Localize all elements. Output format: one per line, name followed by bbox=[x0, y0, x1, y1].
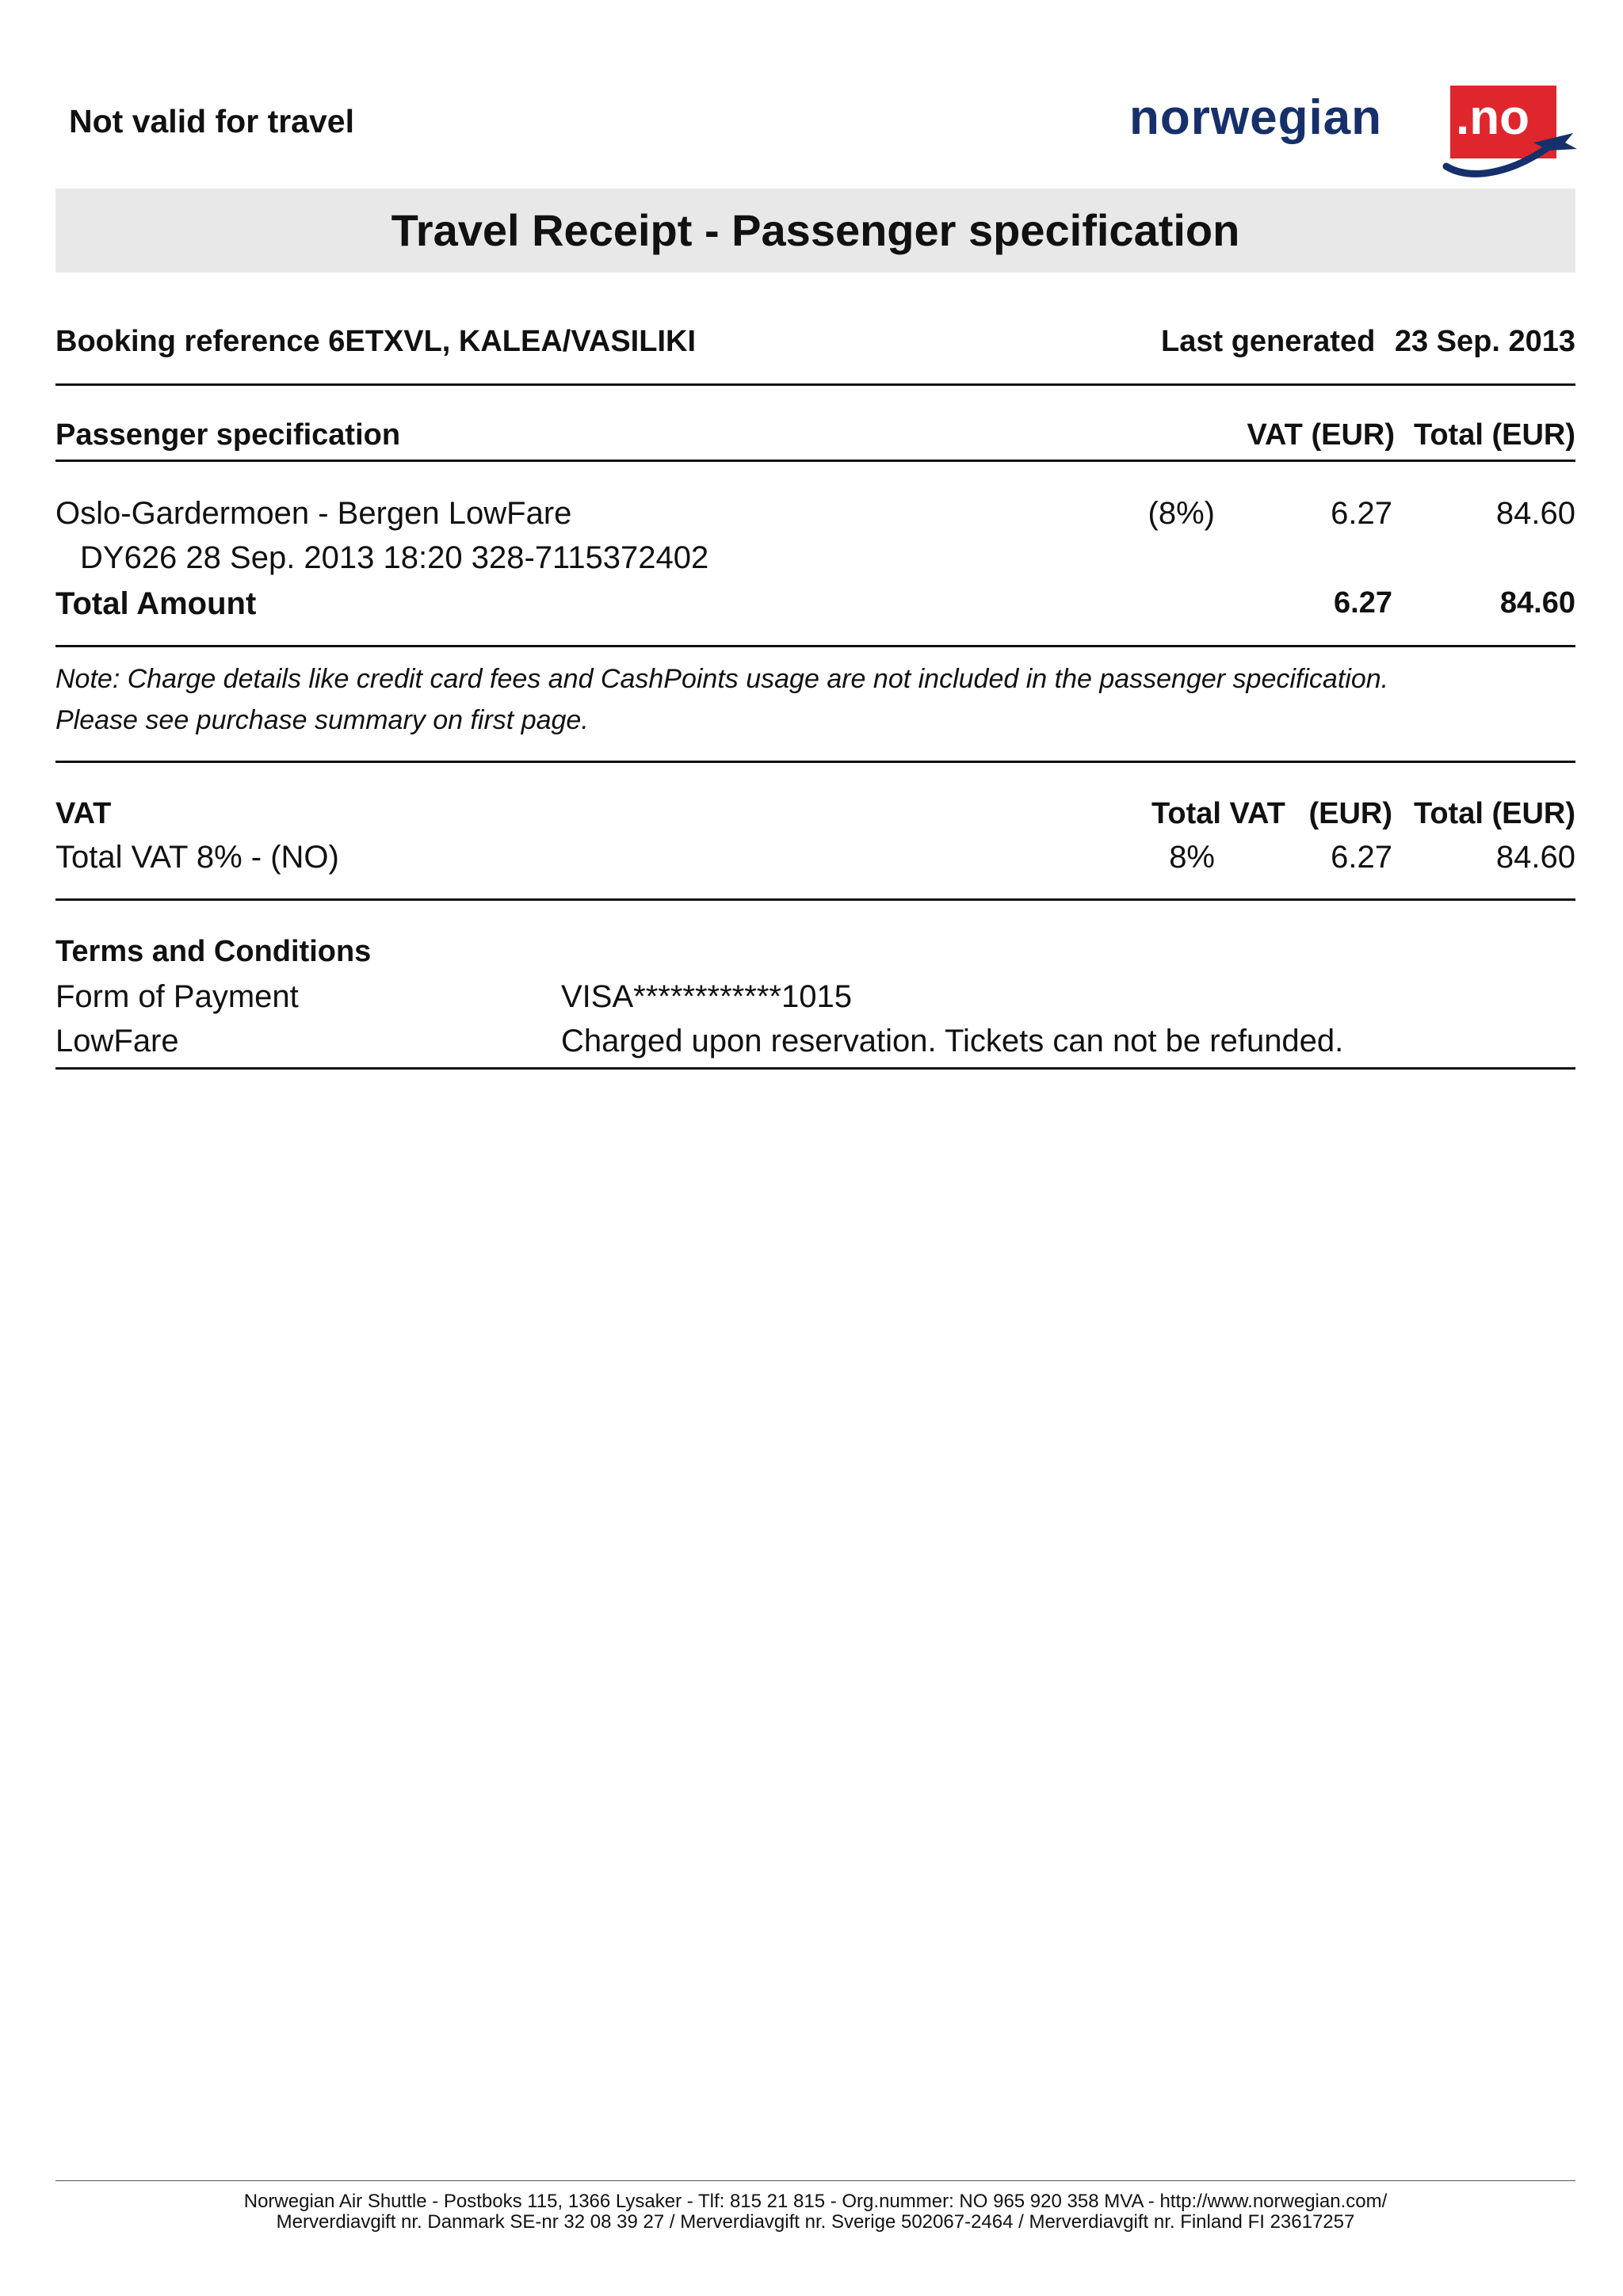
vat-row-label: Total VAT 8% - (NO) bbox=[55, 840, 339, 875]
logo-tld: .no bbox=[1456, 90, 1529, 145]
not-valid-notice: Not valid for travel bbox=[69, 103, 354, 139]
line-vat: 6.27 bbox=[1331, 496, 1392, 531]
divider bbox=[55, 898, 1575, 901]
terms-heading: Terms and Conditions bbox=[55, 935, 372, 968]
col-eur: (EUR) bbox=[1308, 797, 1392, 830]
flight-details: DY626 28 Sep. 2013 18:20 328-7115372402 bbox=[80, 540, 709, 575]
col-vat-eur: VAT (EUR) bbox=[1247, 418, 1395, 452]
passenger-spec-heading: Passenger specification bbox=[55, 418, 401, 452]
line-total: 84.60 bbox=[1495, 496, 1575, 531]
divider bbox=[55, 645, 1575, 647]
divider bbox=[55, 383, 1575, 386]
col-total-eur: Total (EUR) bbox=[1413, 418, 1575, 452]
total-vat-amount: 6.27 bbox=[1334, 586, 1392, 620]
last-generated-label: Last generated bbox=[1161, 325, 1376, 358]
note-line-1: Note: Charge details like credit card fees and CashPoints usage are not included in the passenger specification. bbox=[55, 664, 1389, 694]
norwegian-logo bbox=[1129, 79, 1573, 178]
vat-heading: VAT bbox=[55, 797, 112, 830]
divider bbox=[55, 460, 1575, 462]
form-of-payment-label: Form of Payment bbox=[55, 979, 299, 1014]
note-line-2: Please see purchase summary on first page. bbox=[55, 705, 589, 735]
vat-rate: (8%) bbox=[1148, 496, 1215, 531]
footer-line-1: Norwegian Air Shuttle - Postboks 115, 1366 Lysaker - Tlf: 815 21 815 - Org.nummer: NO 965 920 358 MVA - http://www.norwegian.com/ bbox=[243, 2191, 1388, 2212]
divider bbox=[55, 1067, 1575, 1070]
form-of-payment-value: VISA************1015 bbox=[561, 979, 852, 1014]
vat-row-vat: 6.27 bbox=[1331, 840, 1392, 875]
last-generated-date: 23 Sep. 2013 bbox=[1394, 325, 1575, 358]
footer-line-2: Merverdiavgift nr. Danmark SE-nr 32 08 39 27 / Merverdiavgift nr. Sverige 502067-2464 / Merverdiavgift nr. Finland FI 23617257 bbox=[276, 2211, 1355, 2233]
vat-row-rate: 8% bbox=[1169, 840, 1215, 875]
col-vat-total-eur: Total (EUR) bbox=[1413, 797, 1575, 830]
footer-divider bbox=[55, 2180, 1575, 2181]
logo-wordmark: norwegian bbox=[1129, 90, 1383, 145]
total-amount-label: Total Amount bbox=[55, 586, 257, 621]
booking-reference: Booking reference 6ETXVL, KALEA/VASILIKI bbox=[55, 325, 697, 358]
total-amount-value: 84.60 bbox=[1499, 586, 1575, 620]
col-total-vat: Total VAT bbox=[1151, 797, 1285, 830]
airplane-icon bbox=[1438, 119, 1581, 182]
fare-type-label: LowFare bbox=[55, 1024, 179, 1058]
divider bbox=[55, 761, 1575, 763]
route-description: Oslo-Gardermoen - Bergen LowFare bbox=[55, 496, 572, 531]
vat-row-total: 84.60 bbox=[1495, 840, 1575, 875]
fare-terms-value: Charged upon reservation. Tickets can not be refunded. bbox=[561, 1024, 1344, 1058]
page-title: Travel Receipt - Passenger specification bbox=[391, 205, 1240, 255]
